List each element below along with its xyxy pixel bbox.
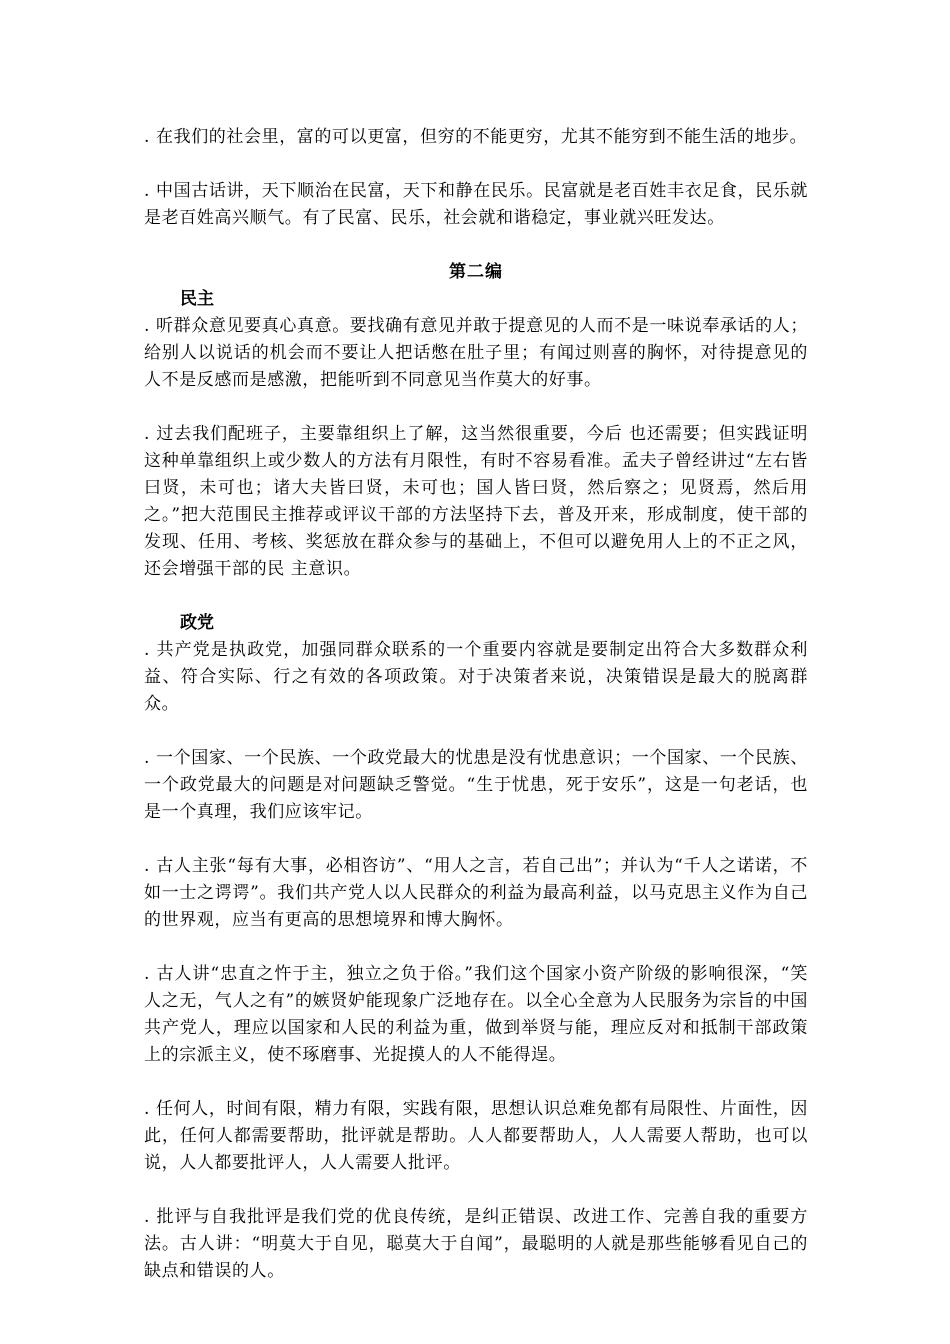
paragraph: . 批评与自我批评是我们党的优良传统，是纠正错误、改进工作、完善自我的重要方法。古人讲：“明莫大于自见，聪莫大于自闻”，最聪明的人就是那些能够看见自己的缺点和错误的人。 <box>144 1207 808 1281</box>
paragraph: . 中国古话讲，天下顺治在民富，天下和静在民乐。民富就是老百姓丰衣足食，民乐就是老百姓高兴顺气。有了民富、民乐，社会就和谐稳定，事业就兴旺发达。 <box>144 181 808 228</box>
paragraph: . 古人讲“忠直之忤于主，独立之负于俗。”我们这个国家小资产阶级的影响很深，“笑人之无，气人之有”的嫉贤妒能现象广泛地存在。以全心全意为人民服务为宗旨的中国共产党人，理应以国家和人民的利益为重，做到举贤与能，理应反对和抵制干部政策上的宗派主义，使不琢磨事、光捉摸人的人不能得逞。 <box>144 964 808 1065</box>
paragraph-gap <box>144 151 808 178</box>
paragraph: . 共产党是执政党，加强同群众联系的一个重要内容就是要制定出符合大多数群众利益、符合实际、行之有效的各项政策。对于决策者来说，决策错误是最大的脱离群众。 <box>144 640 808 714</box>
part-title: 第二编 <box>449 262 503 282</box>
paragraph-gap <box>144 718 808 745</box>
paragraph: . 听群众意见要真心真意。要找确有意见并敢于提意见的人而不是一味说奉承话的人；给别人以说话的机会而不要让人把话憋在肚子里；有闻过则喜的胸怀，对待提意见的人不是反感而是感激，把能听到不同意见当作莫大的好事。 <box>144 316 808 390</box>
section-title: 政党 <box>180 613 214 633</box>
paragraph-gap <box>144 232 808 259</box>
paragraph-gap <box>144 394 808 421</box>
paragraph-gap <box>144 934 808 961</box>
paragraph: . 任何人，时间有限，精力有限，实践有限，思想认识总难免都有局限性、片面性，因此，任何人都需要帮助，批评就是帮助。人人都要帮助人，人人需要人帮助，也可以说，人人都要批评人，人人需要人批评。 <box>144 1099 808 1173</box>
paragraph: . 在我们的社会里，富的可以更富，但穷的不能更穷，尤其不能穷到不能生活的地步。 <box>144 127 808 147</box>
paragraph-gap <box>144 583 808 610</box>
paragraph-gap <box>144 826 808 853</box>
paragraph: . 古人主张“每有大事，必相咨访”、“用人之言，若自己出”；并认为“千人之诺诺，不如一士之谔谔”。我们共产党人以人民群众的利益为最高利益，以马克思主义作为自己的世界观，应当有更高的思想境界和博大胸怀。 <box>144 856 808 930</box>
paragraph-gap <box>144 1177 808 1204</box>
paragraph-gap <box>144 1069 808 1096</box>
section-title: 民主 <box>180 289 214 309</box>
paragraph: . 过去我们配班子，主要靠组织上了解，这当然很重要，今后 也还需要；但实践证明这种单靠组织上或少数人的方法有月限性，有时不容易看准。孟夫子曾经讲过“左右皆曰贤，未可也；诸大夫皆曰贤，未可也；国人皆曰贤，然后察之；见贤焉，然后用之。”把大范围民主推荐或评议干部的方法坚持下去，普及开来，形成制度，使干部的发现、任用、考核、奖惩放在群众参与的基础上，不但可以避免用人上的不正之风，还会增强干部的民 主意识。 <box>144 424 808 579</box>
paragraph: . 一个国家、一个民族、一个政党最大的忧患是没有忧患意识；一个国家、一个民族、一个政党最大的问题是对问题缺乏警觉。“生于忧患，死于安乐”，这是一句老话，也是一个真理，我们应该牢记。 <box>144 748 808 822</box>
document-page <box>144 124 808 1285</box>
